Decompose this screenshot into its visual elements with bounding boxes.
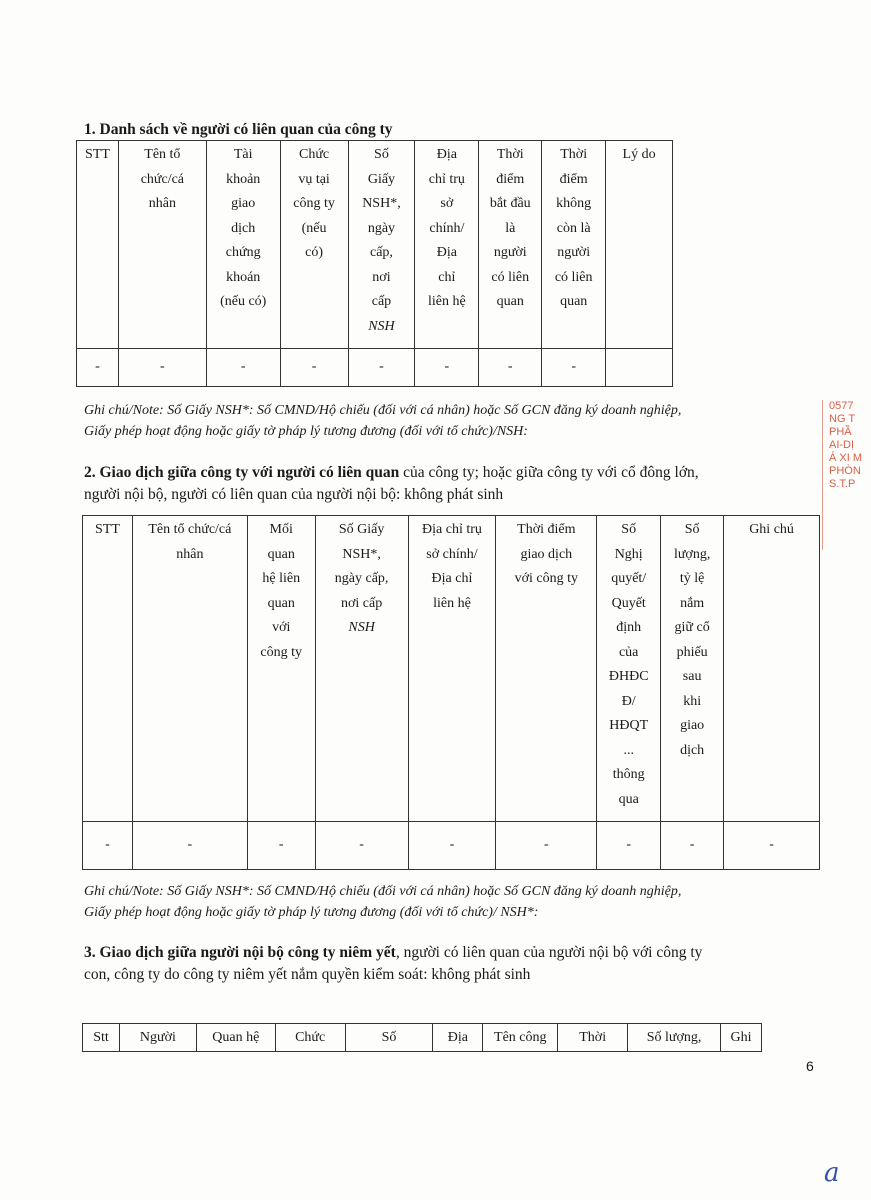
stamp-text: S.T.P	[829, 478, 856, 490]
column-header	[132, 516, 247, 822]
header-line: NSH*,	[342, 546, 381, 562]
header-line: là	[505, 220, 516, 236]
header-line: khi	[683, 693, 702, 709]
header-line: dịch	[680, 742, 705, 758]
header-line: Giấy	[367, 171, 396, 187]
header-line: Ghi	[730, 1030, 752, 1045]
header-line: có liên	[554, 269, 593, 285]
header-line: Tài	[233, 147, 253, 162]
header-line: quyết/	[611, 571, 647, 586]
column-header	[628, 1024, 721, 1052]
column-header	[542, 141, 606, 349]
header-line: nhân	[148, 196, 176, 211]
header-line: lượng,	[673, 546, 711, 562]
column-header	[661, 516, 724, 822]
table-cell: -	[132, 822, 247, 870]
column-header	[348, 141, 415, 349]
table-cell: -	[348, 349, 415, 387]
table-cell: -	[415, 349, 479, 387]
header-line: chứng	[225, 245, 261, 260]
column-header	[196, 1024, 275, 1052]
table-cell: -	[496, 822, 597, 870]
header-line: Thời	[579, 1030, 607, 1045]
header-line: Địa chỉ trụ	[422, 522, 482, 537]
header-line: của	[618, 644, 639, 660]
column-header	[415, 141, 479, 349]
table-cell: -	[83, 822, 133, 870]
header-line: còn là	[556, 220, 591, 236]
column-header	[247, 516, 315, 822]
column-header	[83, 516, 133, 822]
header-line: có)	[305, 245, 324, 260]
header-line: quan	[560, 294, 588, 309]
section-3-title: 3. Giao dịch giữa người nội bộ công ty niêm yết, người có liên quan của người nội bộ với công ty con, công ty do công ty niêm yết nắm quyền kiểm soát: không phát sinh	[84, 944, 703, 983]
header-line: thông	[612, 767, 645, 782]
table-cell: -	[408, 822, 496, 870]
header-line: điểm	[559, 171, 588, 187]
header-line: nơi	[372, 269, 391, 285]
header-line: khoán	[226, 269, 261, 285]
header-line: Quan hệ	[212, 1030, 260, 1045]
header-line: HĐQT	[609, 718, 649, 733]
related-persons-table	[76, 140, 673, 387]
header-line: Chức	[295, 1030, 326, 1045]
table-cell: -	[724, 822, 820, 870]
table-cell: -	[280, 349, 348, 387]
header-line: sau	[682, 669, 702, 684]
table-row	[77, 349, 673, 387]
header-line: vụ tại	[298, 171, 330, 187]
header-line: liên hệ	[433, 595, 471, 611]
header-line: ...	[623, 742, 634, 758]
column-header	[345, 1024, 433, 1052]
column-header	[275, 1024, 345, 1052]
section-2-title: 2. Giao dịch giữa công ty với người có liên quan của công ty; hoặc giữa công ty với cổ đông lớn, người nội bộ, người có liên quan của người nội bộ: không phát sinh	[84, 464, 699, 503]
column-header	[558, 1024, 628, 1052]
transactions-table	[82, 515, 820, 870]
column-header	[206, 141, 280, 349]
header-line: giữ cổ	[674, 620, 710, 635]
table-cell	[606, 349, 673, 387]
header-line: (nếu	[301, 220, 327, 236]
header-line: chính/	[429, 220, 465, 236]
header-line: không	[556, 196, 592, 211]
header-line: sở	[440, 196, 454, 211]
header-line: quan	[267, 595, 295, 611]
header-line: điểm	[496, 171, 525, 187]
stamp-text: AI-DỊ	[829, 439, 855, 451]
table-cell: -	[315, 822, 408, 870]
header-line: chỉ	[438, 269, 456, 285]
listed-company-transactions-table	[82, 1023, 762, 1052]
header-line: Tên tổ	[144, 147, 181, 162]
header-line: người	[493, 245, 527, 260]
header-line: Tên công	[494, 1030, 547, 1045]
header-line: Ghi chú	[749, 522, 794, 537]
header-line: Quyết	[611, 595, 646, 611]
header-line: giao	[680, 718, 705, 733]
header-line: định	[616, 620, 642, 635]
column-header	[606, 141, 673, 349]
header-line: với công ty	[514, 571, 579, 586]
header-line: Địa	[447, 1030, 468, 1045]
header-line: nắm	[680, 595, 705, 611]
header-line: sở chính/	[426, 546, 478, 562]
red-seal-stamp	[822, 400, 871, 550]
column-header	[83, 1024, 120, 1052]
stamp-text: PHẦ	[829, 426, 852, 438]
header-line: Stt	[93, 1030, 109, 1045]
header-line: (nếu có)	[220, 294, 267, 309]
header-line: người	[557, 245, 591, 260]
header-line: Người	[139, 1030, 176, 1045]
column-header	[720, 1024, 761, 1052]
header-line: quan	[496, 294, 524, 309]
header-line: NSH	[348, 620, 375, 635]
header-line: Số	[381, 1030, 397, 1045]
column-header	[280, 141, 348, 349]
column-header	[408, 516, 496, 822]
table-cell: -	[118, 349, 206, 387]
header-line: giao dịch	[520, 546, 573, 562]
column-header	[433, 1024, 483, 1052]
header-line: Số	[621, 522, 637, 537]
column-header	[479, 141, 542, 349]
header-line: Số lượng,	[646, 1030, 702, 1045]
header-line: Địa	[436, 147, 457, 162]
page-number: 6	[806, 1058, 814, 1074]
header-line: bắt đầu	[489, 196, 531, 211]
table-header-row	[83, 1024, 762, 1052]
table-cell: -	[542, 349, 606, 387]
header-line: Số	[374, 147, 389, 162]
header-line: cấp	[371, 294, 392, 309]
header-line: Số Giấy	[338, 522, 385, 537]
header-line: cấp,	[369, 245, 393, 260]
stamp-text: PHÒN	[829, 465, 861, 477]
header-line: STT	[85, 147, 110, 162]
column-header	[119, 1024, 196, 1052]
table-header-row	[77, 141, 673, 349]
column-header	[315, 516, 408, 822]
header-line: nơi cấp	[340, 595, 383, 611]
header-line: Nghị	[614, 546, 643, 562]
initial-mark: a	[824, 1158, 840, 1188]
section-1-note: Ghi chú/Note: Số Giấy NSH*: Số CMND/Hộ chiếu (đối với cá nhân) hoặc Số GCN đăng ký doanh nghiệp, Giấy phép hoạt động hoặc giấy tờ pháp lý tương đương (đối với tổ chức)/NSH:	[84, 403, 682, 439]
column-header	[496, 516, 597, 822]
header-line: công ty	[260, 644, 303, 660]
header-line: dịch	[231, 220, 256, 236]
table-cell: -	[206, 349, 280, 387]
header-line: NSH*,	[362, 196, 401, 211]
header-line: ngày cấp,	[334, 571, 389, 586]
header-line: Số	[684, 522, 700, 537]
header-line: ngày	[367, 220, 396, 236]
header-line: ĐHĐC	[608, 669, 649, 684]
column-header	[483, 1024, 558, 1052]
header-line: có liên	[491, 269, 530, 285]
header-line: khoản	[226, 171, 261, 187]
header-line: Tên tổ chức/cá	[148, 522, 232, 537]
header-line: Lý do	[622, 147, 656, 162]
table-cell: -	[597, 822, 661, 870]
section-1-title: 1. Danh sách về người có liên quan của công ty	[84, 121, 393, 138]
header-line: quan	[267, 546, 295, 562]
table-cell: -	[77, 349, 119, 387]
header-line: Chức	[299, 147, 330, 162]
table-cell: -	[247, 822, 315, 870]
header-line: Thời điểm	[517, 522, 576, 537]
header-line: Đ/	[621, 693, 636, 709]
header-line: chỉ trụ	[428, 171, 465, 187]
header-line: với	[272, 620, 291, 635]
header-line: Địa	[436, 245, 457, 260]
header-line: công ty	[293, 196, 335, 211]
header-line: Thời	[560, 147, 588, 162]
table-row	[83, 822, 820, 870]
column-header	[597, 516, 661, 822]
header-line: qua	[618, 791, 639, 807]
header-line: liên hệ	[428, 294, 466, 309]
header-line: giao	[231, 196, 256, 211]
column-header	[77, 141, 119, 349]
section-2-note: Ghi chú/Note: Số Giấy NSH*: Số CMND/Hộ chiếu (đối với cá nhân) hoặc Số GCN đăng ký doanh nghiệp, Giấy phép hoạt động hoặc giấy tờ pháp lý tương đương (đối với tổ chức)/ NSH*:	[84, 884, 682, 920]
header-line: chức/cá	[140, 171, 185, 187]
table-cell: -	[661, 822, 724, 870]
column-header	[724, 516, 820, 822]
header-line: hệ liên	[262, 571, 301, 586]
stamp-text: NG T	[829, 413, 856, 425]
header-line: tỷ lệ	[679, 571, 705, 586]
column-header	[118, 141, 206, 349]
header-line: nhân	[176, 546, 204, 562]
table-cell: -	[479, 349, 542, 387]
header-line: phiếu	[676, 644, 708, 660]
header-line: Thời	[496, 147, 524, 162]
stamp-text: 0577	[829, 400, 854, 412]
header-line: Địa chỉ	[431, 571, 473, 586]
stamp-text: Á XI M	[829, 452, 863, 464]
table-header-row	[83, 516, 820, 822]
header-line: NSH	[368, 318, 395, 334]
header-line: Mối	[269, 522, 293, 537]
header-line: STT	[95, 522, 120, 537]
